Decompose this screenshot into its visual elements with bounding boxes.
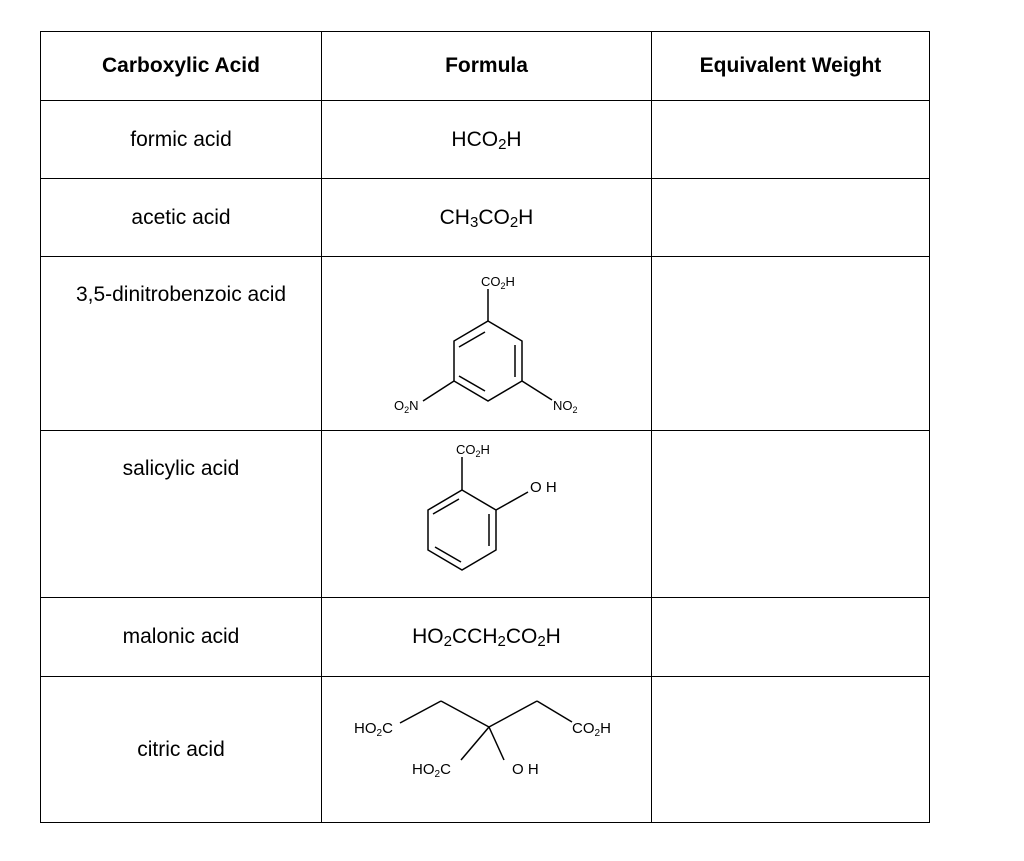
acid-name-cell: 3,5-dinitrobenzoic acid: [41, 257, 322, 431]
formula-cell: [322, 257, 652, 431]
acid-name-cell: salicylic acid: [41, 431, 322, 598]
svg-text:HO2C: $HO_2C$: [412, 760, 451, 780]
citric-acid-structure: [322, 678, 651, 822]
carboxylic-acid-table: [40, 31, 930, 823]
formula-cell: [322, 677, 652, 823]
acid-name-cell: formic acid: [41, 101, 322, 179]
formula-cell: $HO_2CCH_2CO_2H$: [322, 598, 652, 677]
svg-text:HO2C: $HO_2C$: [354, 719, 393, 739]
svg-text:O H: O H: [512, 760, 539, 778]
equivalent-weight-cell[interactable]: [652, 257, 930, 431]
svg-text:CO2H: $CO_2H$: [481, 273, 515, 291]
acid-name-cell: acetic acid: [41, 179, 322, 257]
formula-cell: [322, 431, 652, 598]
header-row: [41, 32, 930, 101]
table-row: [41, 101, 930, 179]
table-row: [41, 598, 930, 677]
salicylic-acid-structure: [322, 432, 651, 597]
table-row: [41, 179, 930, 257]
formula-cell: $CH_3CO_2H$: [322, 179, 652, 257]
equivalent-weight-cell[interactable]: [652, 598, 930, 677]
table-row: [41, 257, 930, 431]
svg-text:NO2: $NO_2$: [553, 397, 578, 415]
table-row: [41, 431, 930, 598]
equivalent-weight-cell[interactable]: [652, 431, 930, 598]
svg-text:CO2H: $CO_2H$: [572, 719, 611, 739]
dinitrobenzoic-acid-structure: [322, 258, 651, 430]
header-equivalent-weight: Equivalent Weight: [652, 32, 930, 101]
header-carboxylic-acid: Carboxylic Acid: [41, 32, 322, 101]
svg-text:O H: O H: [530, 478, 557, 496]
equivalent-weight-cell[interactable]: [652, 101, 930, 179]
svg-text:CO2H: $CO_2H$: [456, 441, 490, 459]
svg-text:O2N: $O_2N$: [394, 397, 419, 415]
equivalent-weight-cell[interactable]: [652, 179, 930, 257]
table-row: [41, 677, 930, 823]
formula-cell: $HCO_2H$: [322, 101, 652, 179]
header-formula: Formula: [322, 32, 652, 101]
acid-name-cell: malonic acid: [41, 598, 322, 677]
equivalent-weight-cell[interactable]: [652, 677, 930, 823]
acid-name-cell: citric acid: [41, 677, 322, 823]
